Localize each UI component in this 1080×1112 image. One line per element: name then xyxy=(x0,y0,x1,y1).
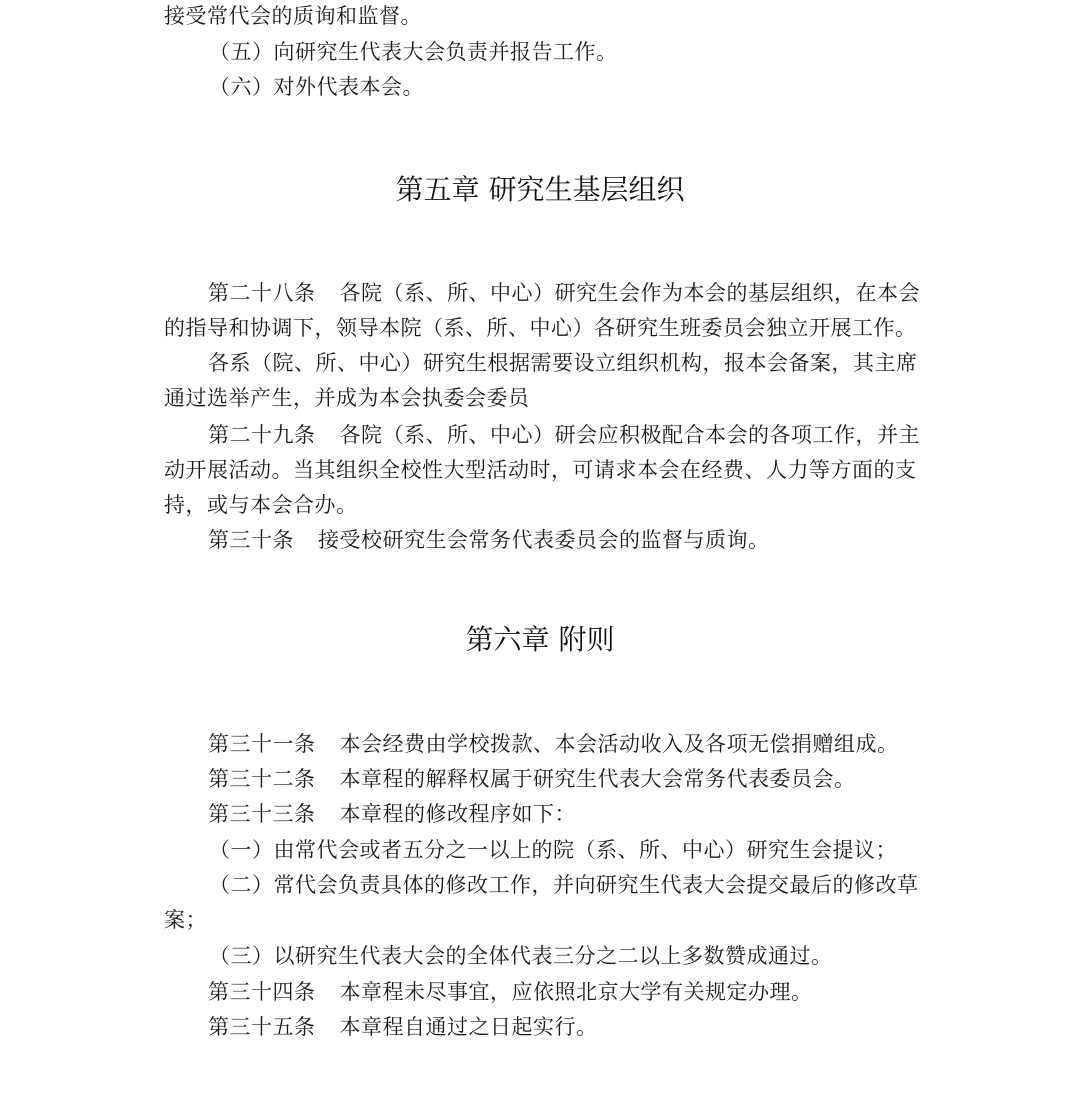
article-text: 本章程自通过之日起实行。 xyxy=(339,1015,598,1039)
article-33 xyxy=(208,799,576,829)
article-28-line-2: 的指导和协调下，领导本院（系、所、中心）各研究生班委员会独立开展工作。 xyxy=(164,316,917,340)
article-label: 第二十九条 xyxy=(208,423,316,447)
article-text: 各院（系、所、中心）研会应积极配合本会的各项工作，并主 xyxy=(339,423,920,447)
article-label: 第三十四条 xyxy=(208,980,316,1004)
list-item: （三）以研究生代表大会的全体代表三分之二以上多数赞成通过。 xyxy=(209,944,833,968)
article-label: 第二十八条 xyxy=(208,281,316,305)
article-30 xyxy=(208,525,770,555)
article-label: 第三十五条 xyxy=(208,1015,316,1039)
article-32 xyxy=(208,764,856,794)
article-34 xyxy=(208,977,813,1007)
chapter-5-title: 第五章 研究生基层组织 xyxy=(395,173,685,206)
article-31 xyxy=(208,729,899,759)
article-28-para-2-line-2: 通过选举产生，并成为本会执委会委员 xyxy=(164,386,530,410)
article-text: 本章程的解释权属于研究生代表大会常务代表委员会。 xyxy=(339,767,856,791)
article-28-para-2-line-1: 各系（院、所、中心）研究生根据需要设立组织机构，报本会备案，其主席 xyxy=(208,351,918,375)
article-28-line-1 xyxy=(164,278,920,308)
article-text: 接受校研究生会常务代表委员会的监督与质询。 xyxy=(318,528,770,552)
article-text: 各院（系、所、中心）研究生会作为本会的基层组织，在本会 xyxy=(339,281,920,305)
article-label: 第三十二条 xyxy=(208,767,316,791)
article-text: 本会经费由学校拨款、本会活动收入及各项无偿捐赠组成。 xyxy=(339,732,899,756)
list-item: （六）对外代表本会。 xyxy=(209,75,424,99)
article-label: 第三十三条 xyxy=(208,802,316,826)
list-item: （五）向研究生代表大会负责并报告工作。 xyxy=(209,40,618,64)
article-29-line-2: 动开展活动。当其组织全校性大型活动时，可请求本会在经费、人力等方面的支 xyxy=(164,458,917,482)
article-35 xyxy=(208,1012,598,1042)
list-item: （二）常代会负责具体的修改工作，并向研究生代表大会提交最后的修改草 xyxy=(209,873,919,897)
article-label: 第三十一条 xyxy=(208,732,316,756)
article-text: 本章程未尽事宜，应依照北京大学有关规定办理。 xyxy=(339,980,813,1004)
article-29-line-1 xyxy=(164,420,920,450)
chapter-6-title: 第六章 附则 xyxy=(465,623,615,656)
list-item: （一）由常代会或者五分之一以上的院（系、所、中心）研究生会提议； xyxy=(209,838,897,862)
article-label: 第三十条 xyxy=(208,528,294,552)
list-item-continuation: 案； xyxy=(164,908,207,932)
article-29-line-3: 持，或与本会合办。 xyxy=(164,493,358,517)
paragraph-line: 接受常代会的质询和监督。 xyxy=(164,4,422,28)
article-text: 本章程的修改程序如下： xyxy=(339,802,576,826)
